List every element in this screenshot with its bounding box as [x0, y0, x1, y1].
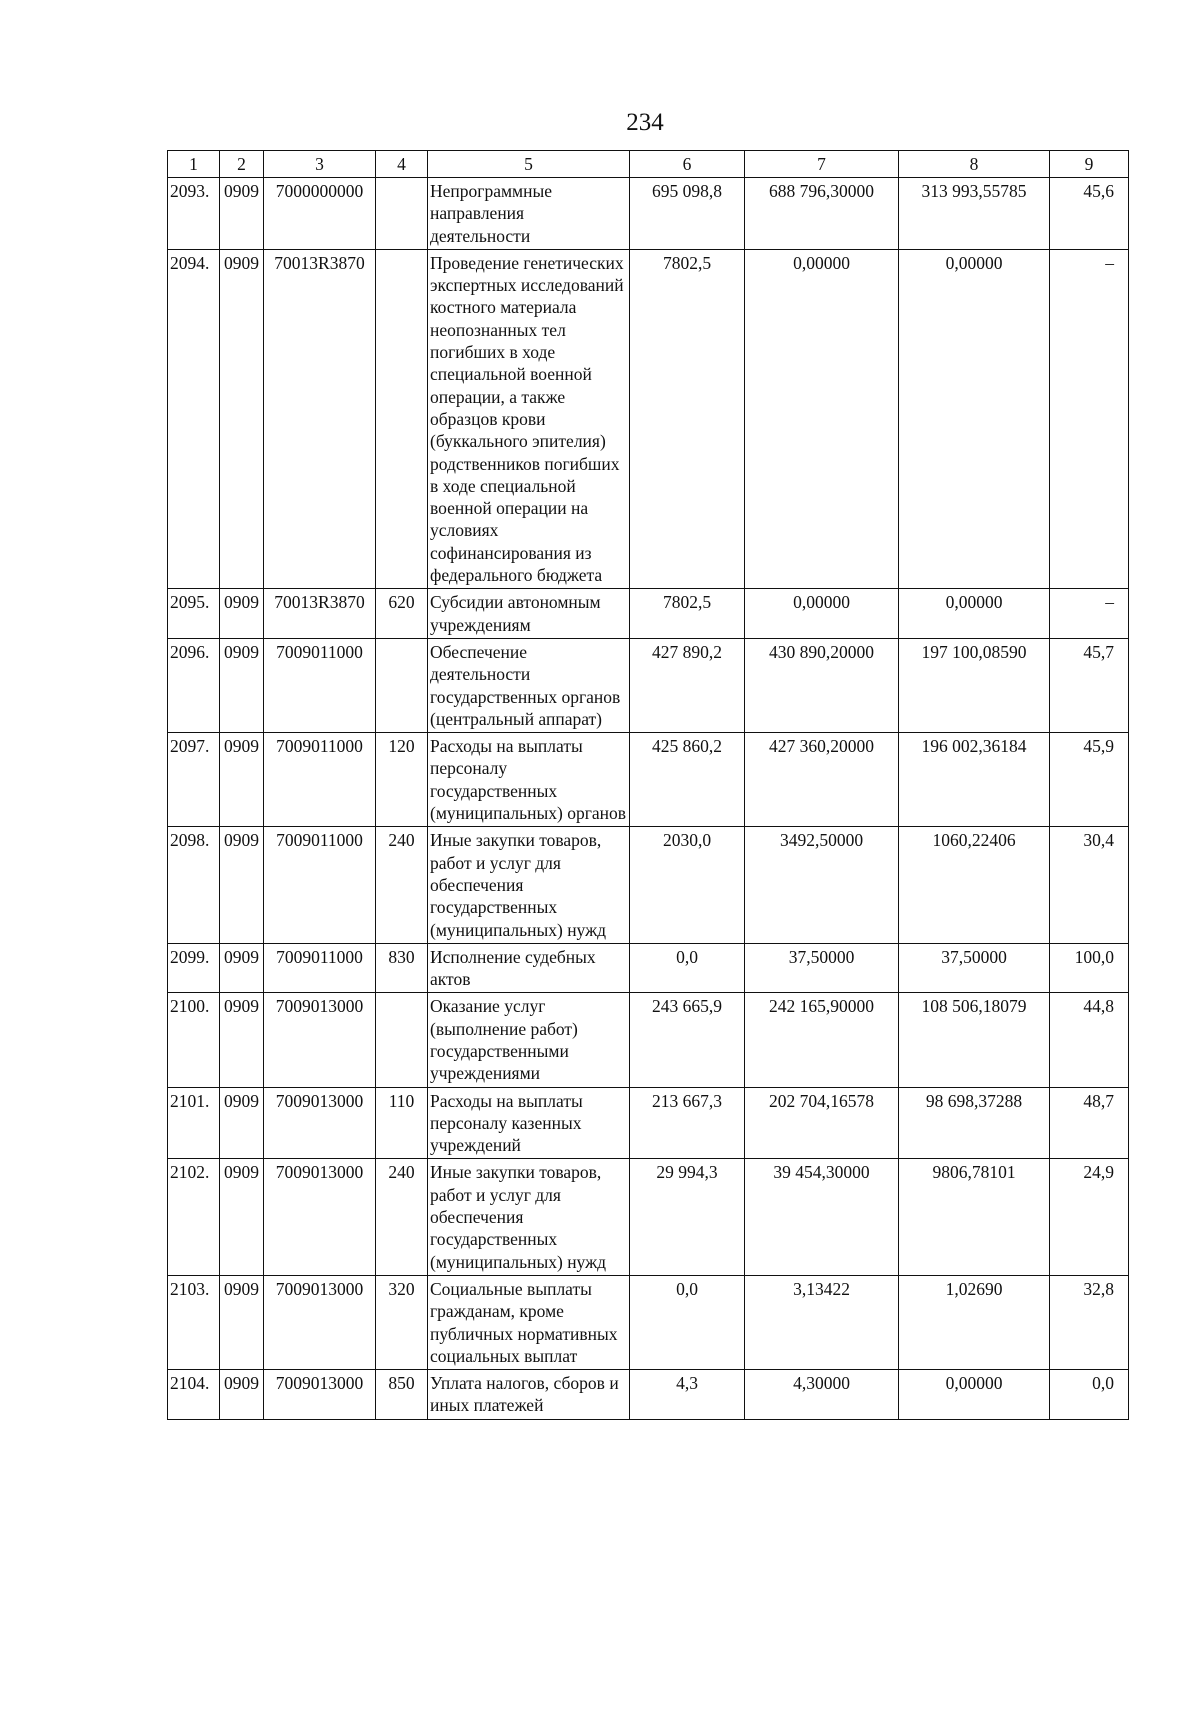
- row-number-cell: 2094.: [168, 249, 220, 588]
- target-article-cell: 70013R3870: [264, 589, 376, 639]
- item-name-cell: Иные закупки товаров, работ и услуг для обеспечения государственных (муниципальных) нужд: [428, 1159, 630, 1275]
- table-row: [168, 943, 1129, 993]
- column-header: 2: [220, 151, 264, 178]
- executed-amount-cell: 1060,22406: [899, 827, 1050, 943]
- row-number-cell: 2098.: [168, 827, 220, 943]
- target-article-cell: 7009013000: [264, 1370, 376, 1420]
- execution-percent-cell: 44,8: [1050, 993, 1129, 1087]
- approved-amount-cell: 427 890,2: [630, 638, 745, 732]
- planned-amount-cell: 0,00000: [745, 589, 899, 639]
- executed-amount-cell: 0,00000: [899, 589, 1050, 639]
- item-name-cell: Расходы на выплаты персоналу казенных учреждений: [428, 1087, 630, 1159]
- section-code-cell: 0909: [220, 1159, 264, 1275]
- execution-percent-cell: 24,9: [1050, 1159, 1129, 1275]
- execution-percent-cell: 0,0: [1050, 1370, 1129, 1420]
- section-code-cell: 0909: [220, 827, 264, 943]
- column-header: 3: [264, 151, 376, 178]
- execution-percent-cell: 30,4: [1050, 827, 1129, 943]
- row-number-cell: 2100.: [168, 993, 220, 1087]
- item-name-cell: Субсидии автономным учреждениям: [428, 589, 630, 639]
- page-number: 234: [626, 109, 664, 136]
- table-row: [168, 589, 1129, 639]
- planned-amount-cell: 430 890,20000: [745, 638, 899, 732]
- section-code-cell: 0909: [220, 1087, 264, 1159]
- approved-amount-cell: 7802,5: [630, 589, 745, 639]
- target-article-cell: 7009013000: [264, 1087, 376, 1159]
- target-article-cell: 7009011000: [264, 827, 376, 943]
- section-code-cell: 0909: [220, 249, 264, 588]
- target-article-cell: 7009013000: [264, 993, 376, 1087]
- row-number-cell: 2093.: [168, 178, 220, 250]
- table-row: [168, 1370, 1129, 1420]
- item-name-cell: Оказание услуг (выполнение работ) государственными учреждениями: [428, 993, 630, 1087]
- table-row: [168, 993, 1129, 1087]
- section-code-cell: 0909: [220, 1370, 264, 1420]
- executed-amount-cell: 1,02690: [899, 1275, 1050, 1369]
- row-number-cell: 2102.: [168, 1159, 220, 1275]
- table-row: [168, 638, 1129, 732]
- executed-amount-cell: 0,00000: [899, 249, 1050, 588]
- approved-amount-cell: 213 667,3: [630, 1087, 745, 1159]
- execution-percent-cell: 45,9: [1050, 733, 1129, 827]
- approved-amount-cell: 7802,5: [630, 249, 745, 588]
- target-article-cell: 70013R3870: [264, 249, 376, 588]
- executed-amount-cell: 98 698,37288: [899, 1087, 1050, 1159]
- planned-amount-cell: 202 704,16578: [745, 1087, 899, 1159]
- planned-amount-cell: 37,50000: [745, 943, 899, 993]
- target-article-cell: 7000000000: [264, 178, 376, 250]
- planned-amount-cell: 39 454,30000: [745, 1159, 899, 1275]
- planned-amount-cell: 3492,50000: [745, 827, 899, 943]
- planned-amount-cell: 688 796,30000: [745, 178, 899, 250]
- expense-type-cell: 240: [376, 1159, 428, 1275]
- execution-percent-cell: 100,0: [1050, 943, 1129, 993]
- expense-type-cell: [376, 638, 428, 732]
- item-name-cell: Исполнение судебных актов: [428, 943, 630, 993]
- row-number-cell: 2099.: [168, 943, 220, 993]
- executed-amount-cell: 196 002,36184: [899, 733, 1050, 827]
- expense-type-cell: 110: [376, 1087, 428, 1159]
- expense-type-cell: [376, 178, 428, 250]
- approved-amount-cell: 243 665,9: [630, 993, 745, 1087]
- column-header: 9: [1050, 151, 1129, 178]
- column-header: 5: [428, 151, 630, 178]
- section-code-cell: 0909: [220, 993, 264, 1087]
- target-article-cell: 7009013000: [264, 1275, 376, 1369]
- table-row: [168, 733, 1129, 827]
- item-name-cell: Расходы на выплаты персоналу государственных (муниципальных) органов: [428, 733, 630, 827]
- planned-amount-cell: 4,30000: [745, 1370, 899, 1420]
- row-number-cell: 2104.: [168, 1370, 220, 1420]
- approved-amount-cell: 695 098,8: [630, 178, 745, 250]
- section-code-cell: 0909: [220, 733, 264, 827]
- expense-type-cell: [376, 993, 428, 1087]
- planned-amount-cell: 427 360,20000: [745, 733, 899, 827]
- table-row: [168, 249, 1129, 588]
- planned-amount-cell: 0,00000: [745, 249, 899, 588]
- expense-type-cell: 620: [376, 589, 428, 639]
- target-article-cell: 7009011000: [264, 733, 376, 827]
- expense-type-cell: 120: [376, 733, 428, 827]
- section-code-cell: 0909: [220, 1275, 264, 1369]
- executed-amount-cell: 108 506,18079: [899, 993, 1050, 1087]
- planned-amount-cell: 242 165,90000: [745, 993, 899, 1087]
- executed-amount-cell: 9806,78101: [899, 1159, 1050, 1275]
- executed-amount-cell: 313 993,55785: [899, 178, 1050, 250]
- execution-percent-cell: 45,6: [1050, 178, 1129, 250]
- column-header: 1: [168, 151, 220, 178]
- column-header: 6: [630, 151, 745, 178]
- item-name-cell: Проведение генетических экспертных исследований костного материала неопознанных тел погибших в ходе специальной военной операции, а также образцов крови (буккального эпителия) родственников погибших в ходе специальной военной операции на условиях софинансирования из федерального бюджета: [428, 249, 630, 588]
- table-row: [168, 178, 1129, 250]
- item-name-cell: Иные закупки товаров, работ и услуг для обеспечения государственных (муниципальных) нужд: [428, 827, 630, 943]
- execution-percent-cell: –: [1050, 589, 1129, 639]
- table-row: [168, 827, 1129, 943]
- row-number-cell: 2096.: [168, 638, 220, 732]
- budget-table: [167, 150, 1129, 1420]
- section-code-cell: 0909: [220, 943, 264, 993]
- section-code-cell: 0909: [220, 178, 264, 250]
- approved-amount-cell: 2030,0: [630, 827, 745, 943]
- approved-amount-cell: 29 994,3: [630, 1159, 745, 1275]
- expense-type-cell: 850: [376, 1370, 428, 1420]
- item-name-cell: Уплата налогов, сборов и иных платежей: [428, 1370, 630, 1420]
- row-number-cell: 2095.: [168, 589, 220, 639]
- section-code-cell: 0909: [220, 638, 264, 732]
- approved-amount-cell: 0,0: [630, 943, 745, 993]
- column-header: 8: [899, 151, 1050, 178]
- item-name-cell: Обеспечение деятельности государственных органов (центральный аппарат): [428, 638, 630, 732]
- expense-type-cell: 320: [376, 1275, 428, 1369]
- table-row: [168, 1087, 1129, 1159]
- execution-percent-cell: 32,8: [1050, 1275, 1129, 1369]
- expense-type-cell: [376, 249, 428, 588]
- expense-type-cell: 240: [376, 827, 428, 943]
- item-name-cell: Социальные выплаты гражданам, кроме публичных нормативных социальных выплат: [428, 1275, 630, 1369]
- execution-percent-cell: 45,7: [1050, 638, 1129, 732]
- row-number-cell: 2103.: [168, 1275, 220, 1369]
- table-row: [168, 1159, 1129, 1275]
- execution-percent-cell: 48,7: [1050, 1087, 1129, 1159]
- row-number-cell: 2097.: [168, 733, 220, 827]
- item-name-cell: Непрограммные направления деятельности: [428, 178, 630, 250]
- target-article-cell: 7009011000: [264, 943, 376, 993]
- row-number-cell: 2101.: [168, 1087, 220, 1159]
- expense-type-cell: 830: [376, 943, 428, 993]
- approved-amount-cell: 4,3: [630, 1370, 745, 1420]
- target-article-cell: 7009011000: [264, 638, 376, 732]
- approved-amount-cell: 425 860,2: [630, 733, 745, 827]
- executed-amount-cell: 37,50000: [899, 943, 1050, 993]
- section-code-cell: 0909: [220, 589, 264, 639]
- target-article-cell: 7009013000: [264, 1159, 376, 1275]
- planned-amount-cell: 3,13422: [745, 1275, 899, 1369]
- execution-percent-cell: –: [1050, 249, 1129, 588]
- approved-amount-cell: 0,0: [630, 1275, 745, 1369]
- column-header: 7: [745, 151, 899, 178]
- table-row: [168, 1275, 1129, 1369]
- table-header-row: [168, 151, 1129, 178]
- executed-amount-cell: 0,00000: [899, 1370, 1050, 1420]
- executed-amount-cell: 197 100,08590: [899, 638, 1050, 732]
- column-header: 4: [376, 151, 428, 178]
